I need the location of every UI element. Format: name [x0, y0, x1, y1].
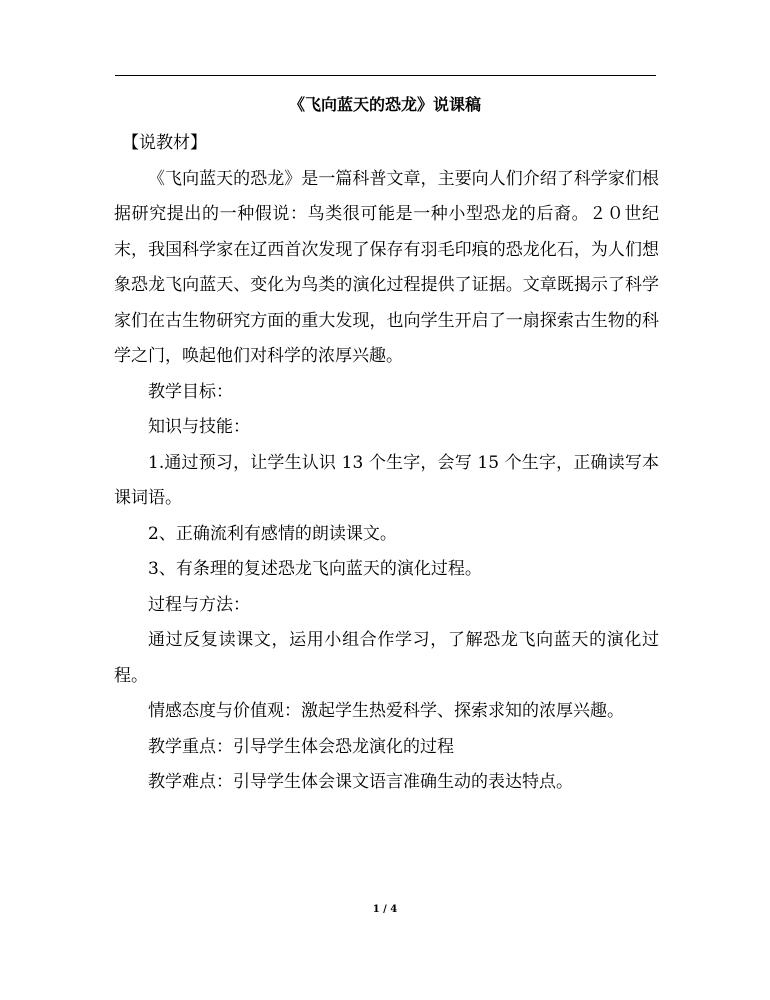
header-rule: [115, 75, 656, 76]
paragraph: 1.通过预习，让学生认识 13 个生字，会写 15 个生字，正确读写本课词语。: [114, 452, 659, 508]
paragraph: 教学重点：引导学生体会恐龙演化的过程: [148, 736, 454, 757]
paragraph: 教学目标：: [148, 381, 233, 402]
page-number: 1 / 4: [372, 904, 398, 915]
paragraph: 过程与方法：: [148, 594, 250, 615]
paragraph: 情感态度与价值观：激起学生热爱科学、探索求知的浓厚兴趣。: [148, 701, 624, 721]
paragraph: 教学难点：引导学生体会课文语言准确生动的表达特点。: [148, 772, 573, 792]
paragraph: 通过反复读课文，运用小组合作学习，了解恐龙飞向蓝天的演化过程。: [114, 630, 659, 686]
document-title: 《飞向蓝天的恐龙》说课稿: [288, 95, 481, 114]
paragraph: 2、正确流利有感情的朗读课文。: [148, 523, 397, 544]
paragraph: 知识与技能：: [148, 417, 250, 437]
document-body: [114, 126, 659, 801]
section-heading: 【说教材】: [122, 133, 207, 153]
paragraph: 3、有条理的复述恐龙飞向蓝天的演化过程。: [148, 559, 482, 579]
paragraph: 《飞向蓝天的恐龙》是一篇科普文章，主要向人们介绍了科学家们根据研究提出的一种假说：鸟类很可能是一种小型恐龙的后裔。２０世纪末，我国科学家在辽西首次发现了保存有羽毛印痕的恐龙化石，为人们想象恐龙飞向蓝天、变化为鸟类的演化过程提供了证据。文章既揭示了科学家们在古生物研究方面的重大发现，也向学生开启了一扇探索古生物的科学之门，唤起他们对科学的浓厚兴趣。: [114, 168, 659, 366]
